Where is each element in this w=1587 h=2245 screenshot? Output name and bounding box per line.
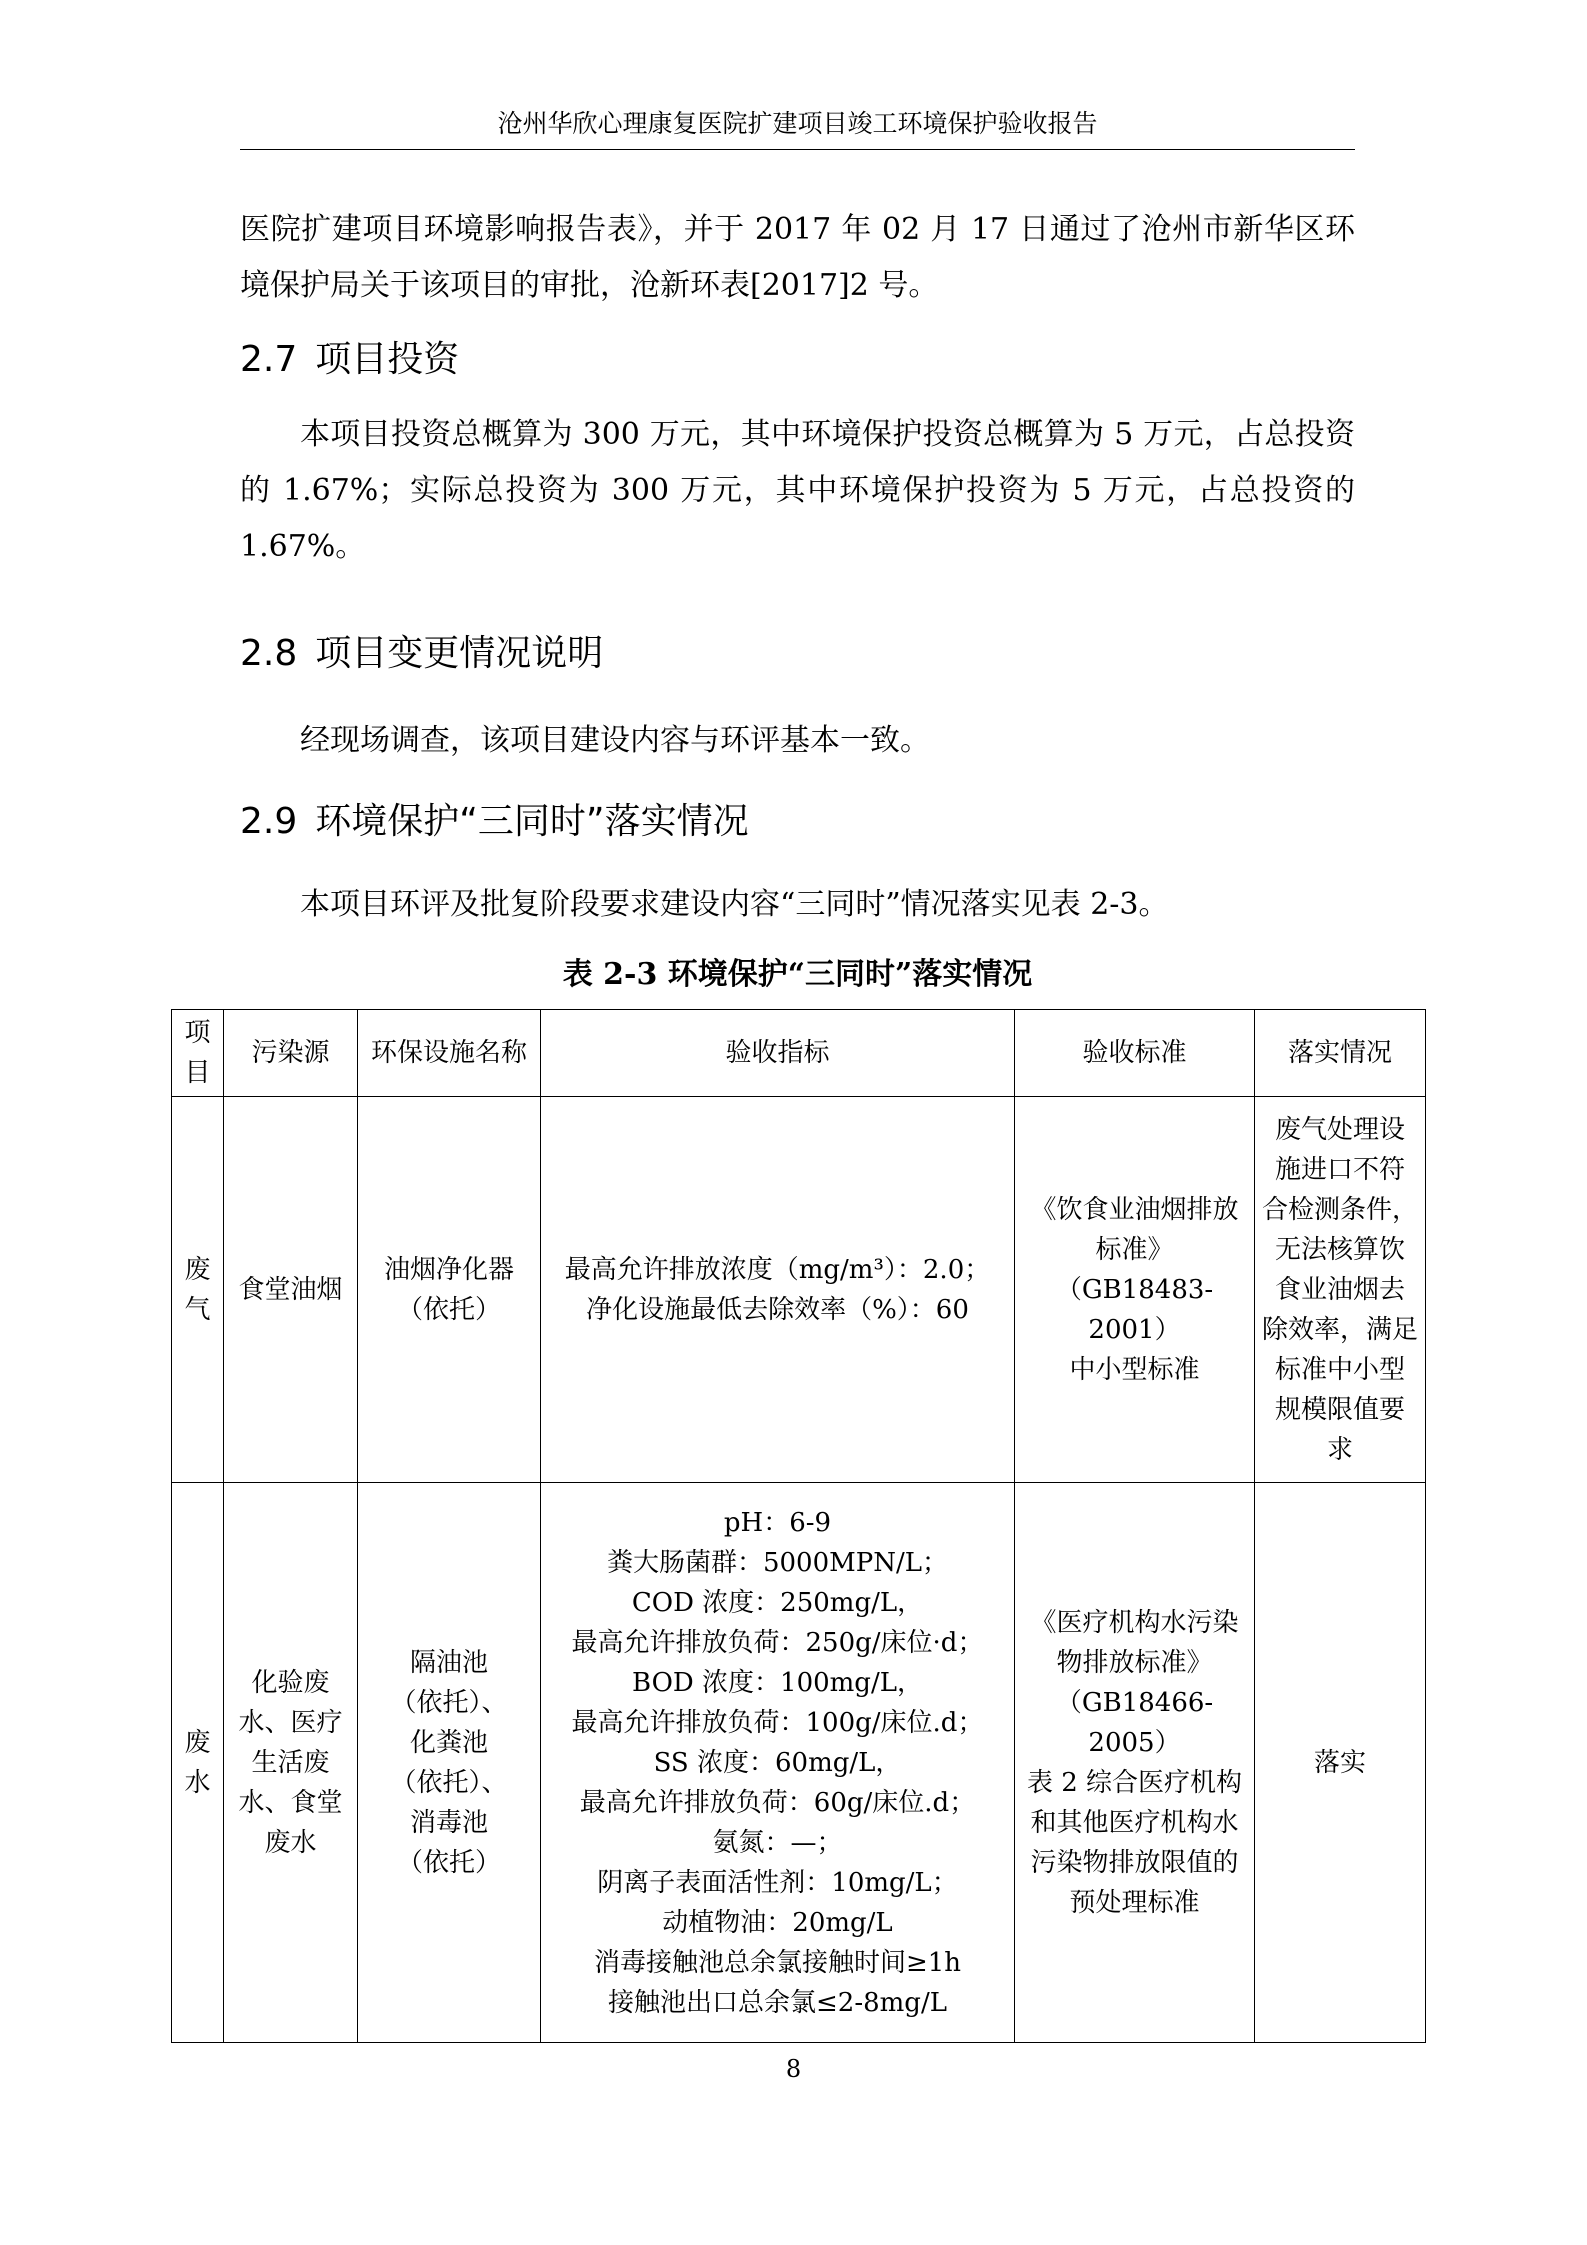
header-indicator: 验收指标 <box>541 1010 1015 1097</box>
section-heading-2-9 <box>240 794 749 850</box>
cell-source: 食堂油烟 <box>224 1097 358 1483</box>
cell-indicator: pH：6-9 粪大肠菌群：5000MPN/L； COD 浓度：250mg/L， 最高允许排放负荷：250g/床位·d； BOD 浓度：100mg/L， 最高允许排放负荷：100g/床位.d； SS 浓度：60mg/L， 最高允许排放负荷：60g/床位.d； 氨氮：—； 阴离子表面活性剂：10mg/L； 动植物油：20mg/L 消毒接触池总余氯接触时间≥1h 接触池出口总余氯≤2-8mg/L <box>541 1483 1015 2043</box>
three-simultaneous-table <box>171 1009 1426 2043</box>
section-number: 2.8 <box>240 633 298 674</box>
table-row-waste-gas <box>172 1097 1426 1483</box>
section-number: 2.9 <box>240 801 298 842</box>
section-number: 2.7 <box>240 339 298 380</box>
cell-standard: 《饮食业油烟排放 标准》 （GB18483-2001） 中小型标准 <box>1015 1097 1255 1483</box>
table-row-waste-water <box>172 1483 1426 2043</box>
cell-standard: 《医疗机构水污染 物排放标准》 （GB18466-2005） 表 2 综合医疗机构 和其他医疗机构水 污染物排放限值的 预处理标准 <box>1015 1483 1255 2043</box>
header-source: 污染源 <box>224 1010 358 1097</box>
cell-facility: 油烟净化器 （依托） <box>358 1097 541 1483</box>
section-body-2-8: 经现场调查，该项目建设内容与环评基本一致。 <box>300 723 930 758</box>
cell-status: 落实 <box>1255 1483 1426 2043</box>
section-title: 项目变更情况说明 <box>315 633 604 674</box>
cell-category: 废 气 <box>172 1097 224 1483</box>
cell-indicator: 最高允许排放浓度（mg/m³）：2.0； 净化设施最低去除效率（%）：60 <box>541 1097 1015 1483</box>
cell-facility: 隔油池 （依托）、 化粪池 （依托）、 消毒池 （依托） <box>358 1483 541 2043</box>
cell-source: 化验废 水、医疗 生活废 水、食堂 废水 <box>224 1483 358 2043</box>
intro-paragraph: 医院扩建项目环境影响报告表》，并于 2017 年 02 月 17 日通过了沧州市新华区环境保护局关于该项目的审批，沧新环表[2017]2 号。 <box>240 212 1355 303</box>
section-body-2-9: 本项目环评及批复阶段要求建设内容“三同时”情况落实见表 2-3。 <box>300 887 1169 922</box>
header-category: 项 目 <box>172 1010 224 1097</box>
cell-status: 废气处理设 施进口不符 合检测条件， 无法核算饮 食业油烟去 除效率，满足 标准中小型 规模限值要 求 <box>1255 1097 1426 1483</box>
cell-category: 废 水 <box>172 1483 224 2043</box>
section-title: 环境保护“三同时”落实情况 <box>315 801 749 842</box>
section-body-2-7: 本项目投资总概算为 300 万元，其中环境保护投资总概算为 5 万元，占总投资的 1.67%；实际总投资为 300 万元，其中环境保护投资为 5 万元，占总投资的 1.67%。 <box>240 417 1355 564</box>
page-number: 8 <box>785 2055 802 2083</box>
header-standard: 验收标准 <box>1015 1010 1255 1097</box>
table-header-row <box>172 1010 1426 1097</box>
section-heading-2-8 <box>240 626 603 682</box>
header-divider <box>240 149 1355 150</box>
section-title: 项目投资 <box>315 339 460 380</box>
running-header: 沧州华欣心理康复医院扩建项目竣工环境保护验收报告 <box>497 109 1098 138</box>
section-heading-2-7 <box>240 332 459 388</box>
header-status: 落实情况 <box>1255 1010 1426 1097</box>
header-facility: 环保设施名称 <box>358 1010 541 1097</box>
table-caption: 表 2-3 环境保护“三同时”落实情况 <box>562 957 1033 992</box>
